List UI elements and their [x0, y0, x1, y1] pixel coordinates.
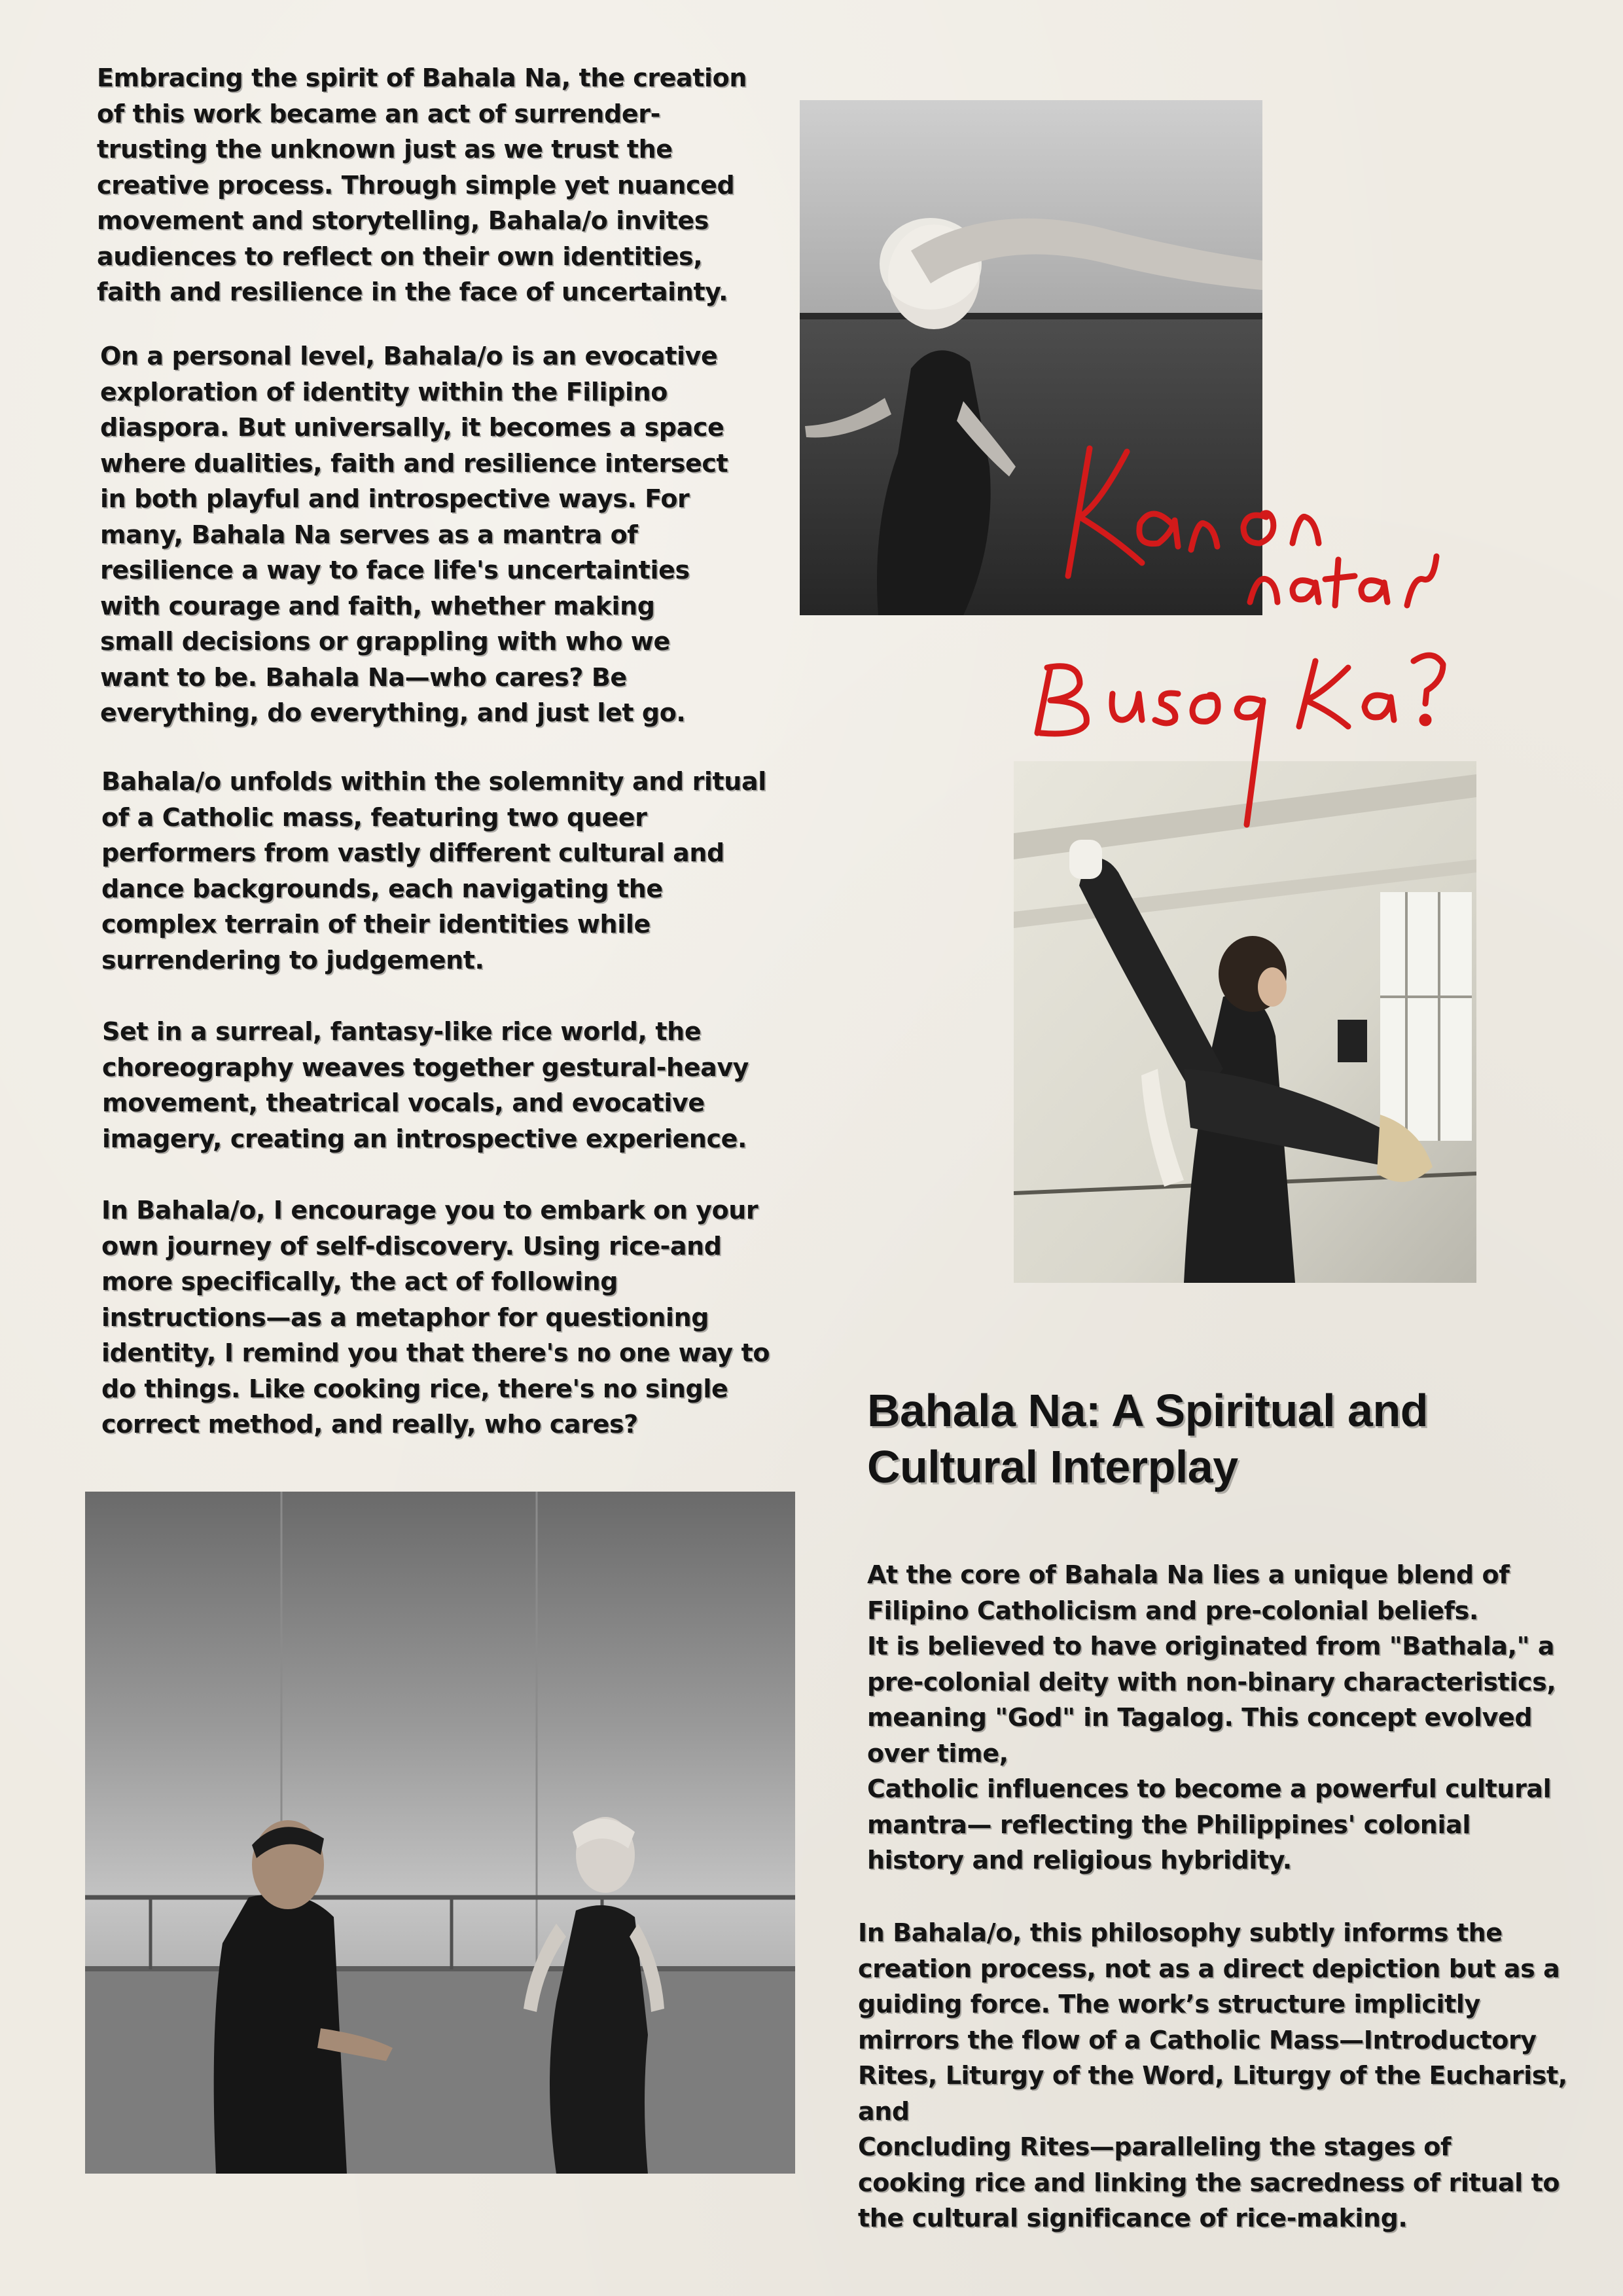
section-heading: Bahala Na: A Spiritual and Cultural Interplay: [867, 1385, 1428, 1492]
two-dancers-image: [85, 1492, 795, 2174]
origin-paragraph: At the core of Bahala Na lies a unique blend of Filipino Catholicism and pre-colonial beliefs. It is believed to have originated from "Bathala," a pre-colonial deity with non-binary characteristics, meaning "God" in Tagalog. This concept evolved over time, Catholic influences to become a powerful cultural mantra— reflecting the Philippines' colonial history and religious hybridity.: [867, 1560, 1556, 1874]
mass-structure-paragraph: In Bahala/o, this philosophy subtly informs the creation process, not as a direct depiction but as a guiding force. The work’s structure implicitly mirrors the flow of a Catholic Mass—Introductory Rites, Liturgy of the Word, Liturgy of the Eucharist, and Concluding Rites—paralleling the stages of cooking rice and linking the sacredness of ritual to the cultural significance of rice-making.: [858, 1918, 1567, 2233]
rice-world-paragraph: Set in a surreal, fantasy-like rice world, the choreography weaves together gestural-heavy movement, theatrical vocals, and evocative imagery, creating an introspective experience.: [102, 1017, 749, 1153]
catholic-mass-paragraph: Bahala/o unfolds within the solemnity and ritual of a Catholic mass, featuring two queer performers from vastly different cultural and dance backgrounds, each navigating the complex terrain of their identities while surrendering to judgement.: [101, 767, 766, 975]
dancer-arm-image: [800, 100, 1262, 615]
self-discovery-paragraph: In Bahala/o, I encourage you to embark on your own journey of self-discovery. Using rice-and more specifically, the act of following instructions—as a metaphor for questioning identity, I remind you that there's no one way to do things. Like cooking rice, there's no single correct method, and really, who cares?: [101, 1196, 770, 1439]
dancer-arm-photo: [800, 100, 1262, 615]
dancers-lift-image: [1014, 761, 1476, 1283]
intro-paragraph: Embracing the spirit of Bahala Na, the creation of this work became an act of surrender- trusting the unknown just as we trust the creative process. Through simple yet nuanced movement and storytelling, Bahala/o invites audiences to reflect on their own identities, faith and resilience in the face of uncertainty.: [97, 63, 747, 306]
dancers-lift-photo: [1014, 761, 1476, 1283]
two-dancers-photo: [85, 1492, 795, 2174]
identity-paragraph: On a personal level, Bahala/o is an evocative exploration of identity within the Filipino diaspora. But universally, it becomes a space where dualities, faith and resilience intersect in both playful and introspective ways. For many, Bahala Na serves as a mantra of resilience a way to face life's uncertainties with courage and faith, whether making small decisions or grappling with who we want to be. Bahala Na—who cares? Be everything, do everything, and just let go.: [100, 342, 728, 727]
